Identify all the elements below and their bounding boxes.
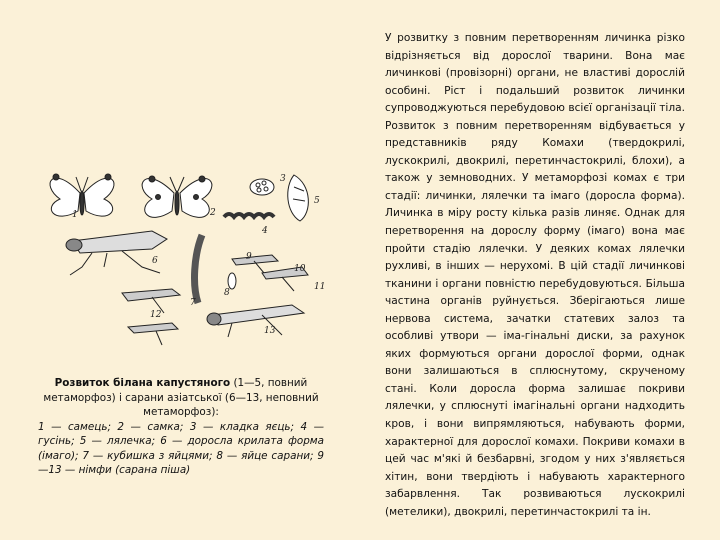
svg-text:6: 6 [152,256,158,266]
caption-legend: 1 — самець; 2 — самка; 3 — кладка яєць; 4 — гусінь; 5 — лялечка; 6 — доросла крилата форма (імаго); 7 — кубишка з яйцями; 8 — яйце сарани; 9—13 — німфи (сарана піша) [38,420,324,476]
svg-text:11: 11 [314,282,326,292]
caption-subtitle: (1—5, повний метаморфоз) і сарани азіатської (6—13, неповний метаморфоз): [43,377,319,418]
butterfly-male-drawing [50,174,114,216]
locust-adult-drawing [66,231,167,275]
caption-heading [38,376,324,420]
svg-text:13: 13 [264,326,276,336]
nymph-drawings [122,255,308,345]
butterfly-female-drawing [142,176,212,217]
svg-text:9: 9 [246,252,252,262]
svg-text:12: 12 [150,310,162,320]
svg-text:3: 3 [280,174,286,184]
pupa-drawing [288,175,309,221]
metamorphosis-illustration [32,155,326,355]
svg-text:7: 7 [190,298,196,308]
locust-egg-drawing [228,273,236,289]
svg-text:2: 2 [210,208,216,218]
svg-text:4: 4 [262,226,268,236]
caption-title: Розвиток білана капустяного [54,377,231,389]
svg-text:1: 1 [72,210,78,220]
svg-text:8: 8 [224,288,230,298]
caterpillar-drawing [224,214,274,217]
svg-text:10: 10 [294,264,306,274]
body-paragraph-container [385,30,685,521]
body-paragraph: У розвитку з повним перетворенням личинка різко відрізняється від дорослої тварини. Вона має личинкові (провізорні) органи, не властиві дорослій особині. Ріст і подальший розвиток личинки супроводжуються перебудовою всієї організації тіла. Розвиток з повним перетворенням відбувається у представників ряду Комахи (твердокрилі, лускокрилі, двокрилі, перетинчастокрилі, блохи), а також у земноводних. У метаморфозі комах є три стадії: личинки, лялечки та імаго (доросла форма). Личинка в міру росту кілька разів линяє. Однак для перетворення на дорослу форму (імаго) вона має пройти стадію лялечки. У деяких комах лялечки рухливі, в інших — нерухомі. В цій стадії личинкові тканини і органи повністю перебудовуються. Більша частина органів руйнується. Зберігаються лише нервова система, зачатки статевих залоз та особливі утвори — іма-гінальні диски, за рахунок яких формуються органи дорослої форми, однак вони залишаються в сплюснутому, скрученому стані. Коли доросла форма залишає покриви лялечки, у сплюснуті імагінальні органи надходить кров, і вони випрямляються, набувають форми, характерної для дорослої комахи. Покриви комахи в цей час м'які й безбарвні, згодом у них з'являється хітин, вони твердіють і набувають характерного забарвлення. Так розвиваються лускокрилі (метелики), двокрилі, перетинчастокрилі та ін. [385,32,685,518]
figure-caption [38,376,324,478]
egg-clutch-drawing [250,179,274,195]
svg-text:5: 5 [314,196,320,206]
insect-drawing [32,155,326,355]
egg-pod-drawing [195,235,202,303]
